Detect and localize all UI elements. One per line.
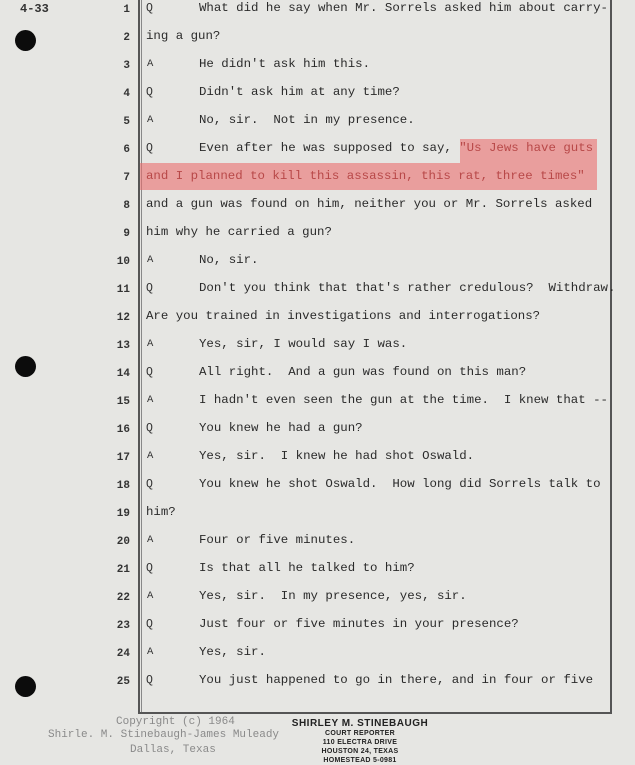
line-number: 17 xyxy=(116,452,130,464)
line-body: him? xyxy=(146,505,176,519)
transcript-line xyxy=(0,110,635,138)
line-body: Four or five minutes. xyxy=(199,533,356,547)
answer-marker: A xyxy=(147,394,154,406)
transcript-line xyxy=(0,474,635,502)
line-number: 15 xyxy=(116,396,130,408)
transcript-line xyxy=(0,446,635,474)
transcript-line xyxy=(0,54,635,82)
transcript-line xyxy=(0,194,635,222)
line-text xyxy=(199,561,415,575)
line-number: 1 xyxy=(123,4,130,16)
line-text xyxy=(199,85,400,99)
transcript-line xyxy=(0,138,635,166)
line-body: Even after he was supposed to say, xyxy=(199,141,460,155)
line-text xyxy=(199,281,615,295)
line-body: No, sir. xyxy=(199,253,259,267)
line-body: Didn't ask him at any time? xyxy=(199,85,400,99)
line-body: Yes, sir. I knew he had shot Oswald. xyxy=(199,449,475,463)
answer-marker: A xyxy=(147,450,154,462)
answer-marker: A xyxy=(147,590,154,602)
line-number: 20 xyxy=(116,536,130,548)
line-number: 22 xyxy=(116,592,130,604)
reporter-city: HOUSTON 24, TEXAS xyxy=(321,748,399,755)
reporter-phone: HOMESTEAD 5-0981 xyxy=(323,757,397,764)
line-number: 3 xyxy=(123,60,130,72)
transcript-line xyxy=(0,0,635,26)
transcript-line xyxy=(0,222,635,250)
line-text xyxy=(199,673,593,687)
transcript-line xyxy=(0,586,635,614)
line-number: 18 xyxy=(116,480,130,492)
line-number: 14 xyxy=(116,368,130,380)
line-text xyxy=(199,113,415,127)
line-number: 24 xyxy=(116,648,130,660)
line-number: 25 xyxy=(116,676,130,688)
transcript-line xyxy=(0,614,635,642)
line-text xyxy=(199,365,526,379)
transcript-line xyxy=(0,502,635,530)
line-body: Don't you think that that's rather credulous? Withdraw. xyxy=(199,281,616,295)
line-text xyxy=(199,589,467,603)
copyright-line: Copyright (c) 1964 xyxy=(116,716,235,728)
question-marker: Q xyxy=(146,422,153,435)
court-reporter-block xyxy=(290,718,430,765)
line-body: Are you trained in investigations and interrogations? xyxy=(146,309,541,323)
line-body: and a gun was found on him, neither you or Mr. Sorrels asked xyxy=(146,197,593,211)
line-body: He didn't ask him this. xyxy=(199,57,371,71)
question-marker: Q xyxy=(146,142,153,155)
question-marker: Q xyxy=(146,674,153,687)
question-marker: Q xyxy=(146,562,153,575)
answer-marker: A xyxy=(147,114,154,126)
line-text xyxy=(146,505,176,519)
line-body: ing a gun? xyxy=(146,29,221,43)
line-text xyxy=(199,253,259,267)
line-number: 21 xyxy=(116,564,130,576)
line-body: What did he say when Mr. Sorrels asked him about carry- xyxy=(199,1,608,15)
line-number: 12 xyxy=(116,312,130,324)
line-number: 7 xyxy=(123,172,130,184)
copyright-line: Shirle. M. Stinebaugh-James Muleady xyxy=(48,729,280,741)
transcript-line xyxy=(0,418,635,446)
line-text xyxy=(199,617,519,631)
line-text xyxy=(199,393,608,407)
transcript-line xyxy=(0,390,635,418)
line-body: You knew he shot Oswald. How long did Sorrels talk to xyxy=(199,477,601,491)
reporter-address: 110 ELECTRA DRIVE xyxy=(322,739,398,746)
transcript-line xyxy=(0,166,635,194)
transcript-line xyxy=(0,82,635,110)
copyright-line: Dallas, Texas xyxy=(130,744,216,756)
transcript-line xyxy=(0,334,635,362)
line-text xyxy=(199,337,407,351)
question-marker: Q xyxy=(146,86,153,99)
page-number: 4-33 xyxy=(20,2,49,16)
transcript-line xyxy=(0,530,635,558)
line-body: I hadn't even seen the gun at the time. I knew that -- xyxy=(199,393,608,407)
transcript-line xyxy=(0,362,635,390)
line-number: 4 xyxy=(123,88,130,100)
line-body: You knew he had a gun? xyxy=(199,421,363,435)
line-text xyxy=(199,533,355,547)
line-text xyxy=(199,1,608,15)
line-body: No, sir. Not in my presence. xyxy=(199,113,415,127)
line-body: Just four or five minutes in your presence? xyxy=(199,617,519,631)
transcript-line xyxy=(0,26,635,54)
line-text xyxy=(199,449,474,463)
highlighted-quote: and I planned to kill this assassin, this rat, three times" xyxy=(146,169,585,183)
line-number: 6 xyxy=(123,144,130,156)
transcript-line xyxy=(0,278,635,306)
line-body: You just happened to go in there, and in four or five xyxy=(199,673,594,687)
reporter-name: SHIRLEY M. STINEBAUGH xyxy=(291,718,429,729)
transcript-line xyxy=(0,250,635,278)
transcript-line xyxy=(0,306,635,334)
line-text xyxy=(199,57,370,71)
line-number: 11 xyxy=(116,284,130,296)
line-number: 5 xyxy=(123,116,130,128)
line-body: him why he carried a gun? xyxy=(146,225,332,239)
line-text xyxy=(146,29,220,43)
line-number: 8 xyxy=(123,200,130,212)
answer-marker: A xyxy=(147,254,154,266)
line-number: 19 xyxy=(116,508,130,520)
line-number: 10 xyxy=(116,256,130,268)
line-number: 2 xyxy=(123,32,130,44)
question-marker: Q xyxy=(146,2,153,15)
highlighted-quote: "Us Jews have guts xyxy=(459,141,594,155)
line-number: 9 xyxy=(123,228,130,240)
question-marker: Q xyxy=(146,618,153,631)
transcript-line xyxy=(0,558,635,586)
line-body: Is that all he talked to him? xyxy=(199,561,415,575)
line-text xyxy=(199,421,363,435)
line-body: All right. And a gun was found on this man? xyxy=(199,365,527,379)
line-body: Yes, sir, I would say I was. xyxy=(199,337,408,351)
line-body: Yes, sir. xyxy=(199,645,266,659)
line-text xyxy=(146,309,540,323)
question-marker: Q xyxy=(146,282,153,295)
answer-marker: A xyxy=(147,534,154,546)
answer-marker: A xyxy=(147,646,154,658)
answer-marker: A xyxy=(147,338,154,350)
line-text xyxy=(146,225,332,239)
line-text xyxy=(199,645,266,659)
line-number: 23 xyxy=(116,620,130,632)
transcript-line xyxy=(0,642,635,670)
question-marker: Q xyxy=(146,366,153,379)
line-text xyxy=(146,169,585,183)
line-number: 13 xyxy=(116,340,130,352)
answer-marker: A xyxy=(147,58,154,70)
line-text xyxy=(199,141,593,155)
reporter-title: COURT REPORTER xyxy=(325,730,395,737)
line-body: Yes, sir. In my presence, yes, sir. xyxy=(199,589,467,603)
line-number: 16 xyxy=(116,424,130,436)
line-text xyxy=(199,477,601,491)
question-marker: Q xyxy=(146,478,153,491)
transcript-line xyxy=(0,670,635,698)
line-text xyxy=(146,197,592,211)
